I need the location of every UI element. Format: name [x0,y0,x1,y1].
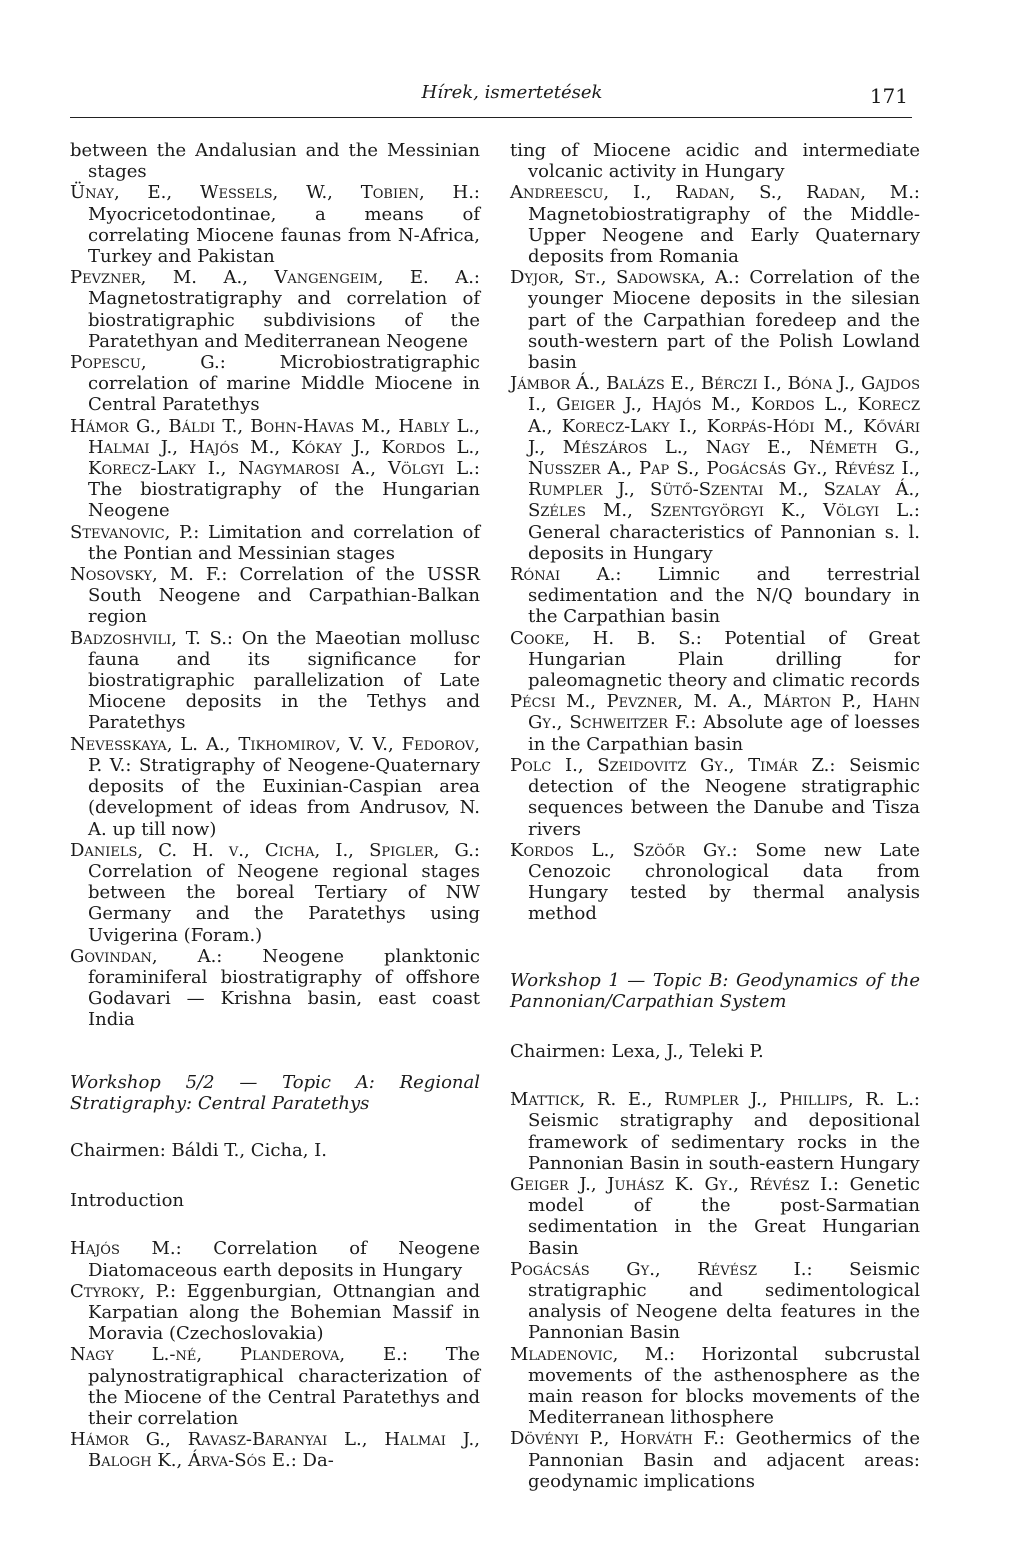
entry-title: Stratigraphy of Neogene-Quaternary deposits of the Euxinian-Caspian area (development of ideas from Andrusov, N. A. up till now) [88,754,481,840]
entry-authors: Hámor G., Ravasz-Baranyai L., Halmai J., Balogh K., Árva-Sós E.: [70,1429,480,1472]
entry-title: Genetic model of the post-Sarmatian sedimentation in the Great Hungarian Basin [528,1173,920,1259]
entry-authors: Pevzner, M. A., Vangengeim, E. A.: [70,267,480,289]
reference-entry [510,1259,920,1344]
entry-title: The palynostratigraphical characterization of the Miocene of the Central Paratethys and their correlation [88,1344,480,1429]
reference-entry [510,373,920,564]
entry-authors: Rónai A.: [510,564,622,586]
entry-title: Absolute age of loesses in the Carpathian basin [528,712,920,755]
reference-entry [510,140,920,182]
entry-authors: Mattick, R. E., Rumpler J., Phillips, R. L.: [510,1089,920,1111]
reference-entry [70,1281,480,1345]
entry-title: The biostratigraphy of the Hungarian Neogene [88,479,480,522]
reference-entry [70,564,480,628]
entry-authors: Jámbor Á., Balázs E., Bérczi I., Bóna J., Gajdos I., Geiger J., Hajós M., Kordos L., Korecz A., Korecz-Laky I., Korpás-Hódi M., Kővári J., Mészáros L., Nagy E., Németh G., Nusszer A., Pap S., Pogácsás Gy., Révész I., Rumpler J., Sütő-Szentai M., Szalay Á., Széles M., Szentgyörgyi K., Völgyi L.: [510,373,920,522]
chairmen-line: Chairmen: Báldi T., Cicha, I. [70,1139,328,1161]
entry-title: Correlation of the USSR South Neogene and Carpathian-Balkan region [88,564,480,628]
entry-title: Seismic stratigraphic and sedimentological analysis of Neogene delta features in the Pannonian Basin [528,1258,920,1344]
entry-authors: Polc I., Szeidovitz Gy., Timár Z.: [510,754,836,776]
reference-entry [70,352,480,416]
reference-entry [70,1429,480,1471]
entry-authors: Dövényi P., Horváth F.: [510,1428,725,1450]
reference-entry [70,840,480,946]
reference-entry [70,522,480,564]
reference-entry [70,1238,480,1280]
entry-authors: Kordos L., Szöőr Gy.: [510,839,738,861]
entry-authors: Pécsi M., Pevzner, M. A., Márton P., Hahn Gy., Schweitzer F.: [510,691,920,734]
reference-entry [70,182,480,267]
entry-authors: Ünay, E., Wessels, W., Tobien, H.: [70,182,480,204]
entry-authors: Hámor G., Báldi T., Bohn-Havas M., Hably L., Halmai J., Hajós M., Kókay J., Kordos L., Korecz-Laky I., Nagymarosi A., Völgyi L.: [70,415,480,480]
entry-authors: Badzoshvili, T. S.: [70,627,233,649]
entry-title: Correlation of the younger Miocene deposits in the silesian part of the Carpathian foredeep and the south-western part of the Polish Lowland basin [528,267,920,374]
entry-title: General characteristics of Pannonian s. l. deposits in Hungary [528,521,920,564]
right-column [510,140,920,1492]
entry-title: Magnetostratigraphy and correlation of biostratigraphic subdivisions of the Paratethyan and Mediterranean Neogene [88,288,480,352]
entry-authors: Popescu, G.: [70,352,226,374]
entry-authors: Nosovsky, M. F.: [70,564,228,586]
entry-title: Limitation and correlation of the Pontian and Messinian stages [88,521,481,564]
entry-authors: Pogácsás Gy., Révész I.: [510,1258,813,1280]
entry-title: On the Maeotian mollusc fauna and its significance for biostratigraphic parallelization of Late Miocene deposits in the Tethys and Paratethys [88,627,480,734]
workshop-heading: Workshop 5/2 — Topic A: Regional Stratigraphy: Central Paratethys [70,1071,480,1114]
entry-authors: Hajós M.: [70,1238,182,1260]
entry-title: Seismic detection of the Neogene stratigraphic sequences between the Danube and Tisza rivers [528,754,920,840]
entry-authors: Cooke, H. B. S.: [510,627,702,649]
entry-title: ting of Miocene acidic and intermediate volcanic activity in Hungary [510,140,920,183]
entry-title: Correlation of Neogene regional stages between the boreal Tertiary of NW Germany and the Paratethys using Uvigerina (Foram.) [88,860,480,946]
entry-title: Some new Late Cenozoic chronological data from Hungary tested by thermal analysis method [528,839,920,925]
introduction-heading: Introduction [70,1190,184,1212]
reference-entry [510,1089,920,1174]
entry-authors: Mladenovic, M.: [510,1343,676,1365]
reference-entry [510,840,920,925]
entry-title: Microbiostratigraphic correlation of marine Middle Miocene in Central Paratethys [88,352,480,416]
entry-title: Da- [296,1450,334,1472]
reference-entry [510,182,920,267]
entry-title: Geothermics of the Pannonian Basin and adjacent areas: geodynamic implications [528,1428,920,1492]
reference-entry [70,734,480,840]
reference-entry [510,628,920,692]
entry-title: Magnetobiostratigraphy of the Middle-Upper Neogene and Early Quaternary deposits from Romania [528,203,920,268]
entry-title: Limnic and terrestrial sedimentation and the N/Q boundary in the Carpathian basin [528,564,920,628]
reference-entry [70,416,480,522]
reference-entry [70,140,480,182]
reference-entry [510,1174,920,1259]
entry-title: Neogene planktonic foraminiferal biostratigraphy of offshore Godavari — Krishna basin, east coast India [88,945,480,1031]
reference-entry [70,267,480,352]
entry-authors: Geiger J., Juhász K. Gy., Révész I.: [510,1173,839,1195]
reference-entry [70,628,480,734]
entry-authors: Stevanovic, P.: [70,521,200,543]
entry-authors: Ctyroky, P.: [70,1280,177,1302]
reference-entry [510,564,920,628]
header-rule [70,117,912,118]
entry-authors: Daniels, C. H. v., Cicha, I., Spigler, G.: [70,839,480,861]
entry-title: Myocricetodontinae, a means of correlating Miocene faunas from N-Africa, Turkey and Pakistan [88,203,480,268]
header-title: Hírek, ismertetések [421,82,603,103]
left-entries-b [70,1238,480,1471]
page-number: 171 [869,84,908,108]
chairmen-line: Chairmen: Lexa, J., Teleki P. [510,1040,764,1062]
entry-title: Potential of Great Hungarian Plain drilling for paleomagnetic theory and climatic records [528,627,920,692]
reference-entry [70,946,480,1031]
entry-authors: Andreescu, I., Radan, S., Radan, M.: [510,182,920,204]
entry-title: Eggenburgian, Ottnangian and Karpatian along the Bohemian Massif in Moravia (Czechoslovakia) [88,1280,481,1345]
entry-title: between the Andalusian and the Messinian stages [70,140,480,183]
reference-entry [510,267,920,373]
entry-authors: Govindan, A.: [70,945,223,967]
reference-entry [510,1344,920,1429]
reference-entry [70,1344,480,1429]
reference-entry [510,1428,920,1492]
entry-title: Seismic stratigraphy and depositional framework of sedimentary rocks in the Pannonian Basin in south-eastern Hungary [528,1110,920,1174]
right-entries-a [510,140,920,925]
reference-entry [510,755,920,840]
entry-authors: Nagy L.-né, Planderova, E.: [70,1344,408,1366]
entry-title: Correlation of Neogene Diatomaceous earth deposits in Hungary [88,1238,480,1281]
reference-entry [510,691,920,755]
running-head [0,0,1024,122]
right-entries-b [510,1089,920,1492]
entry-title: Horizontal subcrustal movements of the asthenosphere as the main reason for blocks movements of the Mediterranean lithosphere [528,1343,920,1429]
workshop-heading: Workshop 1 — Topic B: Geodynamics of the Pannonian/Carpathian System [510,969,920,1012]
entry-authors: Nevesskaya, L. A., Tikhomirov, V. V., Fedorov, P. V.: [70,733,480,776]
left-entries-a [70,140,480,1031]
entry-authors: Dyjor, St., Sadowska, A.: [510,267,740,289]
left-column [70,140,480,1472]
